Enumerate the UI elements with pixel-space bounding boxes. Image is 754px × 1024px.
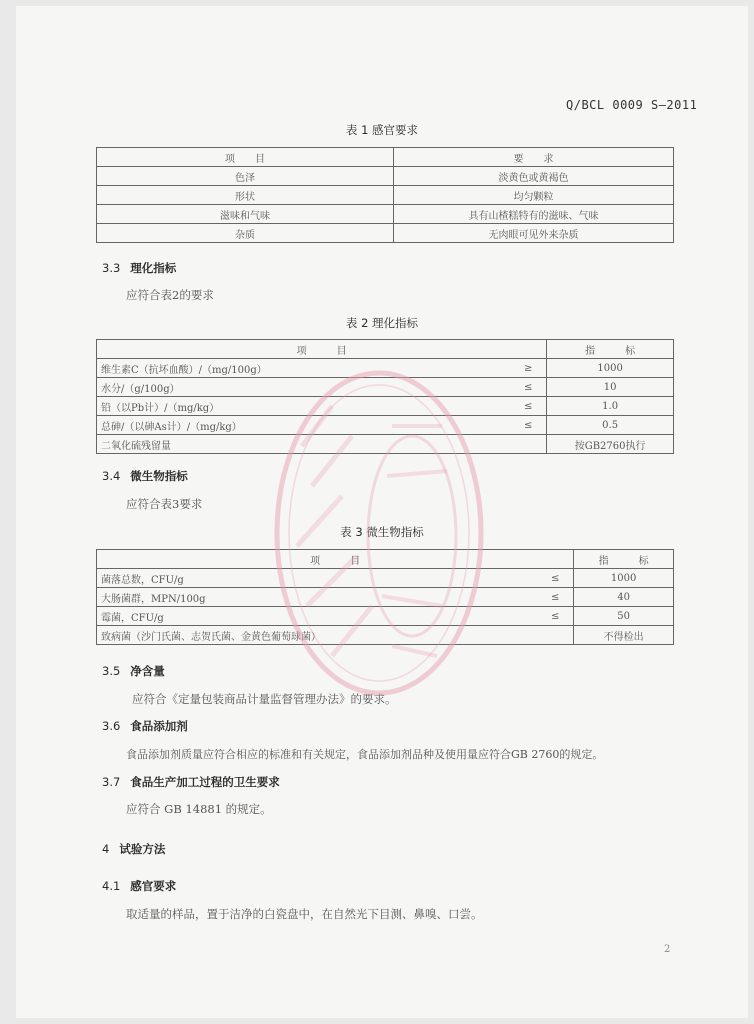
table1 [96, 147, 674, 243]
table-cell-operator: ≥ [510, 359, 547, 378]
section-3-3-text: 应符合表2的要求 [126, 288, 214, 302]
table-cell: 0.5 [547, 416, 674, 435]
table2-caption: 表 2 理化指标 [345, 316, 419, 330]
table-cell: 具有山楂糕特有的滋味、气味 [394, 205, 674, 224]
table-cell: 无肉眼可见外来杂质 [394, 224, 674, 243]
table-header-cell: 指 标 [547, 340, 674, 359]
section-3-5-heading: 3.5 净含量 [102, 664, 165, 678]
table-cell-operator [510, 435, 547, 454]
official-seal-stamp [272, 366, 487, 701]
table-cell-operator: ≤ [510, 397, 547, 416]
table-cell: 1.0 [547, 397, 674, 416]
table-cell-operator: ≤ [510, 378, 547, 397]
section-3-4-heading: 3.4 微生物指标 [102, 469, 188, 483]
table-cell: 总砷/（以砷As计）/（mg/kg） [97, 416, 511, 435]
section-4-1-text: 取适量的样品，置于洁净的白瓷盘中，在自然光下目测、鼻嗅、口尝。 [126, 907, 483, 921]
table-cell: 二氧化硫残留量 [97, 435, 511, 454]
table-cell: 形状 [97, 186, 394, 205]
table-cell: 均匀颗粒 [394, 186, 674, 205]
table-cell: 维生素C（抗坏血酸）/（mg/100g） [97, 359, 511, 378]
document-number: Q/BCL 0009 S—2011 [566, 98, 698, 112]
table3-caption: 表 3 微生物指标 [340, 525, 424, 539]
section-3-7-text: 应符合 GB 14881 的规定。 [126, 802, 272, 816]
table-cell: 10 [547, 378, 674, 397]
table-cell: 水分/（g/100g） [97, 378, 511, 397]
table-header-cell: 项 目 [97, 148, 394, 167]
table-cell: 铅（以Pb计）/（mg/kg） [97, 397, 511, 416]
table-cell: 滋味和气味 [97, 205, 394, 224]
table-cell: 1000 [574, 569, 674, 588]
table-cell: 淡黄色或黄褐色 [394, 167, 674, 186]
table-cell: 大肠菌群，MPN/100g [97, 588, 538, 607]
table-cell: 色泽 [97, 167, 394, 186]
document-page [16, 6, 748, 1018]
table-row [97, 167, 674, 186]
table-cell-operator: ≤ [537, 588, 574, 607]
table-cell-operator: ≤ [510, 416, 547, 435]
table-cell-operator: ≤ [537, 607, 574, 626]
table-cell: 杂质 [97, 224, 394, 243]
table-row [97, 205, 674, 224]
section-3-7-heading: 3.7 食品生产加工过程的卫生要求 [102, 775, 280, 789]
section-3-3-heading: 3.3 理化指标 [102, 261, 177, 275]
table-cell: 1000 [547, 359, 674, 378]
table1-caption: 表 1 感官要求 [345, 123, 419, 137]
section-3-6-heading: 3.6 食品添加剂 [102, 719, 188, 733]
table-cell: 按GB2760执行 [547, 435, 674, 454]
table-cell: 40 [574, 588, 674, 607]
table-cell: 菌落总数，CFU/g [97, 569, 538, 588]
table-cell: 致病菌（沙门氏菌、志贺氏菌、金黄色葡萄球菌） [97, 626, 538, 645]
section-3-4-text: 应符合表3要求 [126, 497, 203, 511]
table-row [97, 186, 674, 205]
section-3-5-text: 应符合《定量包装商品计量监督管理办法》的要求。 [132, 692, 397, 706]
table-cell: 不得检出 [574, 626, 674, 645]
table-header-cell: 要 求 [394, 148, 674, 167]
table-cell-operator [537, 626, 574, 645]
page-number: 2 [664, 944, 671, 955]
section-4-heading: 4 试验方法 [102, 842, 166, 856]
table-cell: 50 [574, 607, 674, 626]
table-cell-operator: ≤ [537, 569, 574, 588]
table-header-row [97, 148, 674, 167]
table-header-row [97, 340, 674, 359]
section-4-1-heading: 4.1 感官要求 [102, 879, 177, 893]
table-row [97, 224, 674, 243]
table-header-cell: 项 目 [97, 550, 574, 569]
table-header-cell: 指 标 [574, 550, 674, 569]
table-header-cell: 项 目 [97, 340, 547, 359]
table-cell: 霉菌，CFU/g [97, 607, 538, 626]
section-3-6-text: 食品添加剂质量应符合相应的标准和有关规定，食品添加剂品种及使用量应符合GB 2760的规定。 [126, 748, 604, 761]
